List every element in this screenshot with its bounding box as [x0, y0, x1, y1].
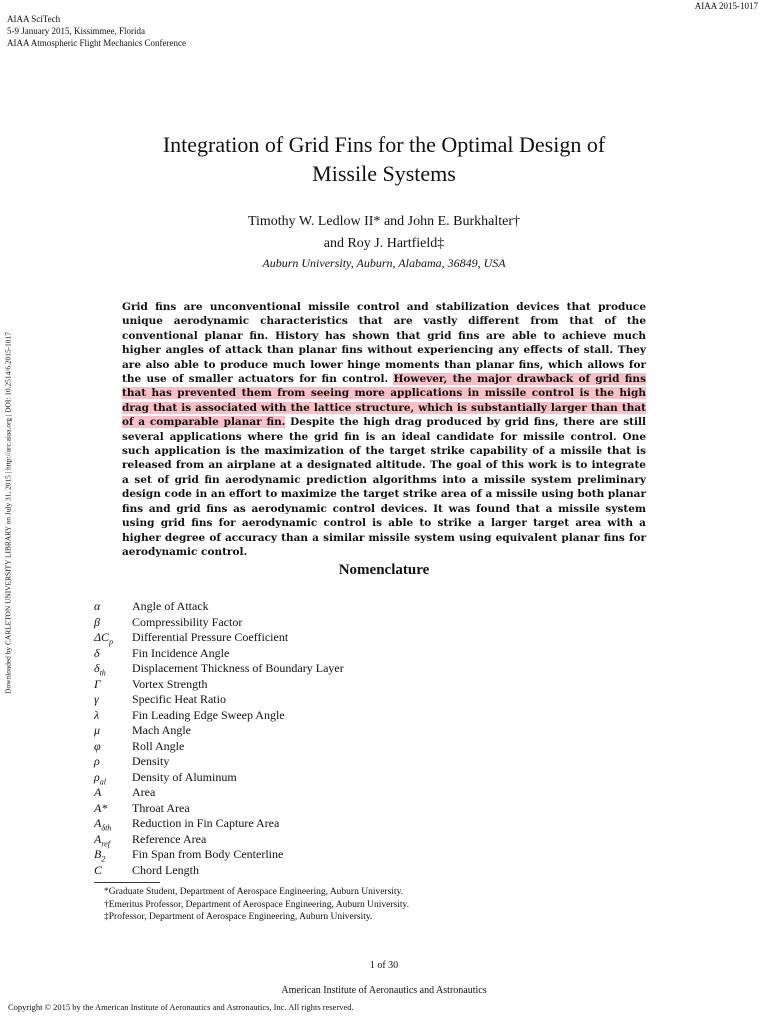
nomenclature-row — [94, 599, 514, 615]
nomenclature-row — [94, 832, 514, 848]
abstract-text-start: Grid fins are unconventional missile control and stabilization devices that produce unique aerodynamic characteristics that are vastly different from that of the conventional planar fin. History has shown that grid fins are able to achieve much higher angles of attack than planar fins without experiencing any effects of stall. They are also able to produce much lower hinge moments than planar fins, which allows for the use of smaller actuators for fin control. — [122, 301, 646, 386]
nomenclature-row — [94, 785, 514, 801]
symbol-subscript: th — [99, 668, 106, 678]
paper-id: AIAA 2015-1017 — [694, 1, 758, 11]
nomenclature-row — [94, 723, 514, 739]
nomenclature-row — [94, 677, 514, 693]
conference-info — [7, 13, 186, 49]
side-note-text: Downloaded by CARLETON UNIVERSITY LIBRARY on July 31, 2015 | http://arc.aiaa.org | DOI: 10.2514/6.2015-1017 — [3, 332, 13, 694]
symbol-base: β — [94, 614, 100, 629]
nomenclature-row — [94, 739, 514, 755]
nomenclature-symbol — [94, 770, 132, 786]
nomenclature-description: Density of Aluminum — [132, 769, 237, 784]
nomenclature-symbol — [94, 801, 132, 817]
nomenclature-description: Reduction in Fin Capture Area — [132, 816, 280, 830]
nomenclature-description: Chord Length — [132, 862, 199, 877]
nomenclature-symbol — [94, 708, 132, 724]
symbol-subscript: al — [99, 776, 106, 786]
download-side-note — [2, 290, 14, 736]
nomenclature-symbol — [94, 816, 132, 832]
nomenclature-row — [94, 801, 514, 817]
nomenclature-row — [94, 863, 514, 879]
nomenclature-row — [94, 630, 514, 646]
nomenclature-symbol — [94, 863, 132, 879]
nomenclature-row — [94, 708, 514, 724]
organization: American Institute of Aeronautics and Astronautics — [281, 985, 487, 996]
nomenclature-symbol — [94, 661, 132, 677]
symbol-base: φ — [94, 738, 101, 753]
symbol-subscript: p — [109, 637, 114, 647]
nomenclature-symbol — [94, 646, 132, 662]
nomenclature-description: Compressibility Factor — [132, 614, 243, 629]
footnote-divider — [94, 882, 160, 883]
symbol-base: B — [94, 847, 102, 861]
nomenclature-description: Area — [132, 785, 156, 799]
symbol-base: A — [94, 785, 102, 799]
symbol-subscript: δth — [101, 823, 112, 833]
symbol-base: Γ — [94, 676, 101, 691]
author-line: and Roy J. Hartfield‡ — [323, 236, 445, 251]
footnote: ‡Professor, Department of Aerospace Engineering, Auburn University. — [104, 912, 373, 922]
nomenclature-description: Reference Area — [132, 831, 207, 846]
nomenclature-symbol — [94, 677, 132, 693]
paper-title — [60, 130, 708, 188]
symbol-base: α — [94, 599, 101, 613]
abstract — [122, 300, 646, 559]
symbol-base: δ — [94, 661, 100, 675]
footnote: *Graduate Student, Department of Aerospace Engineering, Auburn University. — [104, 887, 404, 897]
nomenclature-heading: Nomenclature — [338, 562, 430, 578]
nomenclature-symbol — [94, 692, 132, 708]
author-line: Timothy W. Ledlow II* and John E. Burkhalter† — [247, 214, 521, 229]
nomenclature-row — [94, 816, 514, 832]
symbol-base: ρ — [94, 754, 100, 768]
conference-line: 5-9 January 2015, Kissimmee, Florida — [7, 26, 145, 36]
symbol-base: μ — [94, 723, 101, 737]
nomenclature-row — [94, 692, 514, 708]
footnotes — [104, 886, 624, 924]
nomenclature-description: Vortex Strength — [132, 676, 208, 691]
nomenclature-symbol — [94, 832, 132, 848]
nomenclature-description: Density — [132, 754, 170, 768]
affiliation: Auburn University, Auburn, Alabama, 36849, USA — [262, 256, 506, 270]
nomenclature-description: Throat Area — [132, 800, 190, 815]
nomenclature-description: Angle of Attack — [132, 599, 209, 613]
nomenclature-row — [94, 646, 514, 662]
symbol-base: λ — [94, 707, 100, 722]
nomenclature-symbol — [94, 847, 132, 863]
nomenclature-description: Fin Incidence Angle — [132, 645, 230, 660]
abstract-text-end: Despite the high drag produced by grid fins, there are still several applications where the grid fin is an ideal candidate for missile control. One such application is the maximization of the target strike capability of a missile that is released from an airplane at a designated altitude. The goal of this work is to integrate a set of grid fin aerodynamic prediction algorithms into a missile system preliminary design code in an effort to maximize the target strike area of a missile using both planar fins and grid fins as aerodynamic control devices. It was found that a missile system using grid fins for aerodynamic control is able to strike a larger target area with a higher degree of accuracy than a similar missile system using equivalent planar fins for aerodynamic control. — [122, 416, 646, 558]
symbol-subscript: ref — [101, 838, 110, 848]
nomenclature-row — [94, 754, 514, 770]
author-list — [60, 211, 708, 255]
nomenclature-symbol — [94, 630, 132, 646]
title-line: Integration of Grid Fins for the Optimal Design of — [162, 132, 606, 157]
nomenclature-row — [94, 847, 514, 863]
page-number: 1 of 30 — [369, 960, 399, 971]
nomenclature-symbol — [94, 785, 132, 801]
symbol-base: ΔC — [94, 630, 110, 644]
symbol-base: A — [94, 816, 102, 830]
nomenclature-description: Roll Angle — [132, 738, 185, 753]
nomenclature-description: Fin Span from Body Centerline — [132, 847, 284, 861]
nomenclature-symbol — [94, 723, 132, 739]
nomenclature-symbol — [94, 599, 132, 615]
conference-line: AIAA Atmospheric Flight Mechanics Conference — [7, 38, 186, 48]
symbol-base: C — [94, 862, 103, 877]
copyright: Copyright © 2015 by the American Institute of Aeronautics and Astronautics, Inc. All rights reserved. — [8, 1002, 354, 1012]
nomenclature-row — [94, 615, 514, 631]
nomenclature-row — [94, 770, 514, 786]
title-line: Missile Systems — [312, 161, 456, 186]
nomenclature-symbol — [94, 754, 132, 770]
symbol-base: ρ — [94, 769, 100, 784]
nomenclature-description: Differential Pressure Coefficient — [132, 630, 289, 644]
nomenclature-symbol — [94, 739, 132, 755]
nomenclature-description: Fin Leading Edge Sweep Angle — [132, 707, 285, 722]
conference-line: AIAA SciTech — [7, 14, 61, 24]
symbol-base: A — [94, 831, 102, 846]
nomenclature-row — [94, 661, 514, 677]
nomenclature-description: Displacement Thickness of Boundary Layer — [132, 661, 344, 675]
footnote: †Emeritus Professor, Department of Aerospace Engineering, Auburn University. — [104, 899, 410, 910]
symbol-base: A* — [94, 800, 108, 815]
symbol-subscript: 2 — [101, 854, 106, 864]
nomenclature-list — [94, 599, 514, 878]
symbol-base: δ — [94, 645, 100, 660]
nomenclature-description: Specific Heat Ratio — [132, 692, 226, 706]
abstract-highlight[interactable]: However, the major drawback of grid fins that has prevented them from seeing more applications in missile control is the high drag that is associated with the lattice structure, which is substantially larger than that of a comparable planar fin. — [122, 373, 646, 429]
symbol-base: γ — [94, 692, 99, 706]
nomenclature-description: Mach Angle — [132, 723, 191, 737]
nomenclature-symbol — [94, 615, 132, 631]
